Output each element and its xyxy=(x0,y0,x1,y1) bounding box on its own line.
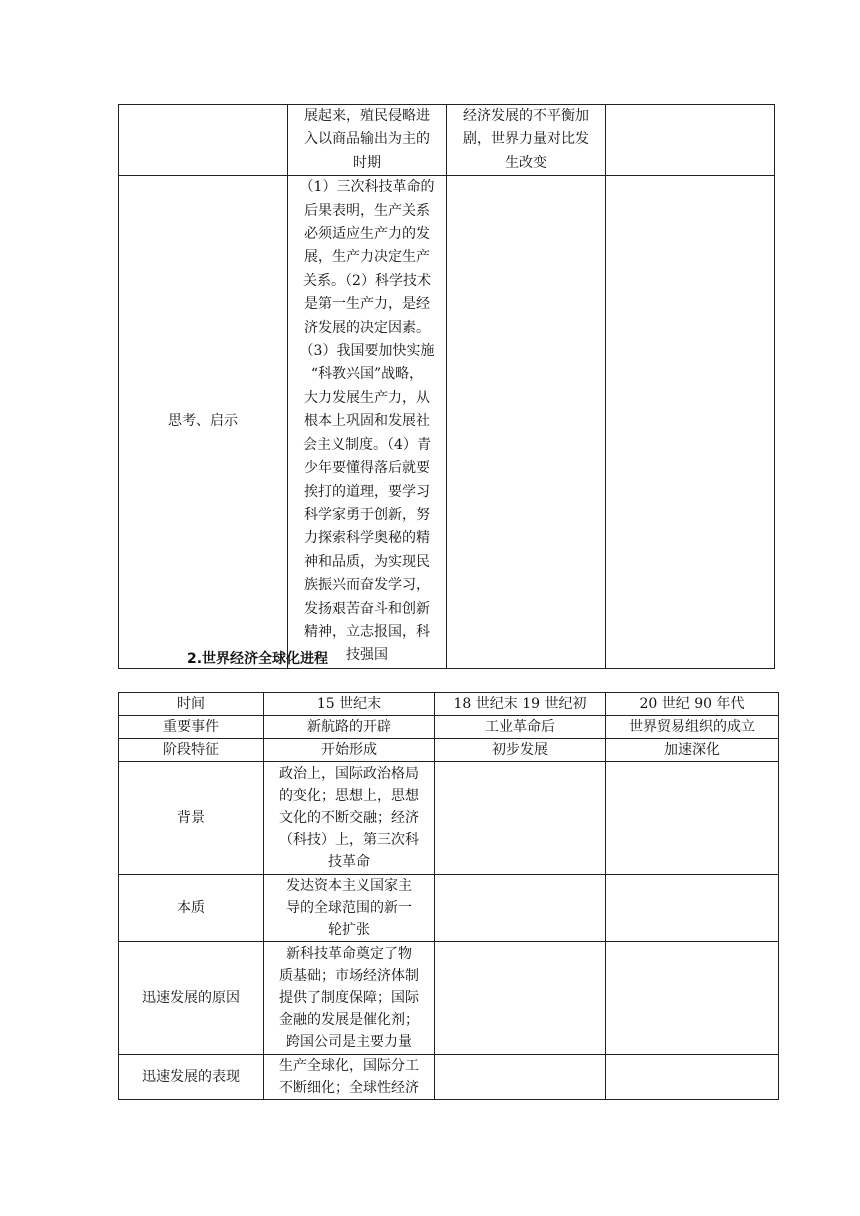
cell-line: 族振兴而奋发学习， xyxy=(304,577,430,594)
cell-line: 展，生产力决定生产 xyxy=(304,249,430,266)
table-cell xyxy=(264,875,435,942)
table-row xyxy=(119,176,775,669)
table-cell xyxy=(606,176,775,669)
table-row xyxy=(119,716,779,739)
table-cell xyxy=(119,105,288,176)
table-row xyxy=(119,762,779,875)
cell-line: 少年要懂得落后就要 xyxy=(304,460,430,477)
table-row xyxy=(119,1055,779,1100)
table-cell xyxy=(435,942,606,1055)
cell-line: 关系。（2）科学技术 xyxy=(303,272,431,289)
table-row xyxy=(119,942,779,1055)
table-cell xyxy=(435,875,606,942)
table-cell xyxy=(606,762,779,875)
table-cell: 新航路的开辟 xyxy=(264,716,435,739)
row-label-reasons: 迅速发展的原因 xyxy=(119,942,264,1055)
cell-line: 轮扩张 xyxy=(328,922,370,938)
table-cell xyxy=(288,176,447,669)
cell-line: 经济发展的不平衡加 xyxy=(463,108,589,124)
cell-line: 济发展的决定因素。 xyxy=(304,319,430,336)
table-header-row xyxy=(119,693,779,716)
table-row xyxy=(119,105,775,176)
cell-line: 大力发展生产力，从 xyxy=(304,389,430,406)
table-cell xyxy=(606,875,779,942)
header-cell: 15 世纪末 xyxy=(264,693,435,716)
cell-line: 力探索科学奥秘的精 xyxy=(304,530,430,547)
cell-line: 是第一生产力，是经 xyxy=(304,296,430,313)
table-row xyxy=(119,875,779,942)
cell-line: 质基础；市场经济体制 xyxy=(279,968,419,984)
header-cell: 20 世纪 90 年代 xyxy=(606,693,779,716)
table-row xyxy=(119,739,779,762)
cell-line: （3）我国要加快实施 xyxy=(299,343,435,360)
cell-line: 的变化；思想上，思想 xyxy=(279,788,419,804)
cell-line: 精神，立志报国，科 xyxy=(304,623,430,640)
table-cell xyxy=(447,105,606,176)
header-cell: 18 世纪末 19 世纪初 xyxy=(435,693,606,716)
cell-line: 会主义制度。（4）青 xyxy=(303,436,431,453)
row-label-features: 阶段特征 xyxy=(119,739,264,762)
cell-line: （科技）上，第三次科 xyxy=(279,832,419,848)
cell-line: 后果表明，生产关系 xyxy=(304,202,430,219)
table-cell xyxy=(264,762,435,875)
table-cell: 初步发展 xyxy=(435,739,606,762)
technology-revolution-table xyxy=(118,104,775,669)
row-label-thinking: 思考、启示 xyxy=(119,176,288,669)
cell-line: （1）三次科技革命的 xyxy=(299,179,435,196)
cell-line: 提供了制度保障；国际 xyxy=(279,990,419,1006)
row-label-background: 背景 xyxy=(119,762,264,875)
globalization-table xyxy=(118,692,779,1100)
table-cell xyxy=(264,942,435,1055)
cell-line: 文化的不断交融；经济 xyxy=(279,810,419,826)
table-cell: 世界贸易组织的成立 xyxy=(606,716,779,739)
cell-line: 科学家勇于创新，努 xyxy=(304,506,430,523)
cell-line: 展起来，殖民侵略进 xyxy=(304,108,430,124)
table-cell xyxy=(606,942,779,1055)
table-cell xyxy=(288,105,447,176)
cell-line: 生改变 xyxy=(505,154,547,171)
cell-line: 不断细化；全球性经济 xyxy=(279,1080,419,1096)
table-cell xyxy=(606,105,775,176)
row-label-manifestations: 迅速发展的表现 xyxy=(119,1055,264,1100)
table-cell: 加速深化 xyxy=(606,739,779,762)
cell-line: “科教兴国”战略， xyxy=(310,366,424,383)
cell-line: 技革命 xyxy=(328,854,370,870)
cell-line: 神和品质，为实现民 xyxy=(304,553,430,570)
table-cell xyxy=(435,762,606,875)
cell-line: 技强国 xyxy=(346,647,388,664)
row-label-essence: 本质 xyxy=(119,875,264,942)
table-cell xyxy=(447,176,606,669)
table-cell xyxy=(606,1055,779,1100)
cell-line: 发扬艰苦奋斗和创新 xyxy=(304,600,430,617)
cell-line: 导的全球范围的新一 xyxy=(286,900,412,916)
cell-line: 剧，世界力量对比发 xyxy=(463,131,589,148)
row-label-events: 重要事件 xyxy=(119,716,264,739)
cell-line: 新科技革命奠定了物 xyxy=(286,946,412,962)
cell-line: 必须适应生产力的发 xyxy=(304,226,430,243)
cell-line: 跨国公司是主要力量 xyxy=(286,1034,412,1050)
cell-line: 政治上，国际政治格局 xyxy=(279,766,419,782)
cell-line: 生产全球化，国际分工 xyxy=(279,1058,419,1074)
cell-line: 根本上巩固和发展社 xyxy=(304,413,430,430)
table-cell xyxy=(435,1055,606,1100)
section-title: 2.世界经济全球化进程 xyxy=(187,651,329,667)
table-cell xyxy=(264,1055,435,1100)
table-cell: 开始形成 xyxy=(264,739,435,762)
cell-line: 入以商品输出为主的 xyxy=(304,131,430,148)
cell-line: 金融的发展是催化剂； xyxy=(279,1012,419,1028)
cell-line: 挨打的道理，要学习 xyxy=(304,483,430,500)
header-cell: 时间 xyxy=(119,693,264,716)
cell-line: 发达资本主义国家主 xyxy=(286,878,412,894)
cell-line: 时期 xyxy=(353,154,381,171)
table-cell: 工业革命后 xyxy=(435,716,606,739)
